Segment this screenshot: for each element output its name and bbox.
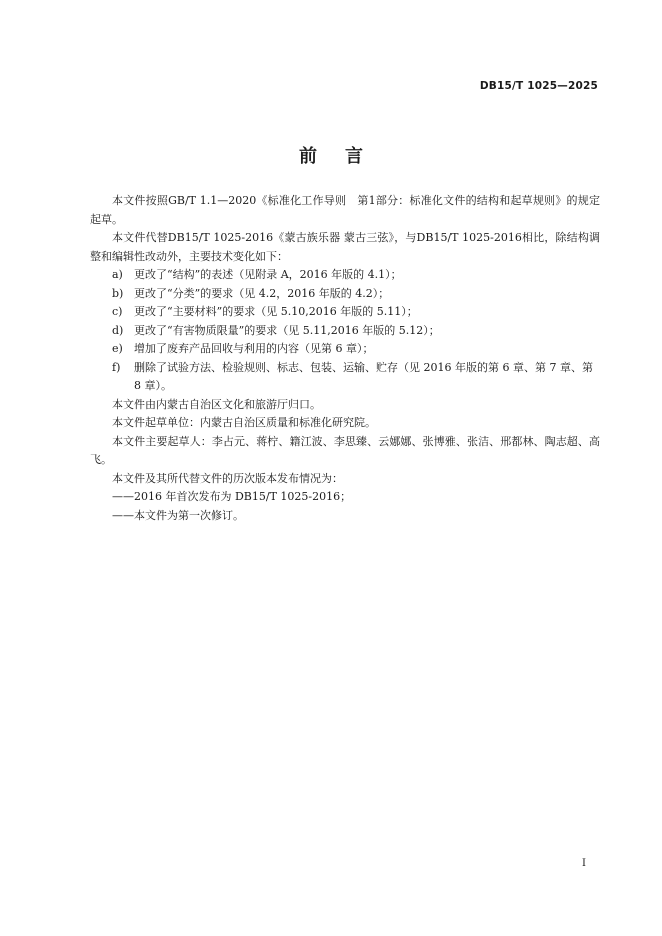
foreword-body <box>90 192 600 525</box>
paragraph-replacement-note: 本文件代替DB15/T 1025-2016《蒙古族乐器 蒙古三弦》，与DB15/T 1025-2016相比，除结构调整和编辑性改动外，主要技术变化如下： <box>90 231 600 263</box>
list-item-text: 增加了废弃产品回收与利用的内容（见第 6 章）； <box>134 342 374 355</box>
paragraph-version-history: 本文件及其所代替文件的历次版本发布情况为： <box>112 471 343 485</box>
paragraph-drafting-basis: 本文件按照GB/T 1.1—2020《标准化工作导则 第1部分：标准化文件的结构和起草规则》的规定起草。 <box>90 194 600 226</box>
list-marker: a) <box>112 268 123 281</box>
page-title: 前言 <box>299 146 391 167</box>
page-number: I <box>582 858 586 869</box>
list-item-text: 更改了“有害物质限量”的要求（见 5.11,2016 年版的 5.12）； <box>134 323 440 337</box>
list-marker: c) <box>112 305 123 318</box>
history-item: ——2016 年首次发布为 DB15/T 1025-2016； <box>112 490 352 503</box>
list-marker: d) <box>112 323 124 337</box>
paragraph-drafters: 本文件主要起草人：李占元、蒋柠、籍江波、李思臻、云娜娜、张博雅、张洁、邢都林、陶志超、高飞。 <box>90 434 600 466</box>
list-item <box>90 359 600 396</box>
history-item: ——本文件为第一次修订。 <box>112 508 244 522</box>
list-item-text: 更改了“主要材料”的要求（见 5.10,2016 年版的 5.11）； <box>134 305 418 318</box>
list-item <box>90 322 600 341</box>
list-marker: f) <box>112 360 121 374</box>
paragraph-drafting-unit: 本文件起草单位：内蒙古自治区质量和标准化研究院。 <box>112 416 376 429</box>
list-marker: e) <box>112 342 123 355</box>
list-item <box>90 285 600 304</box>
list-item-text: 删除了试验方法、检验规则、标志、包装、运输、贮存（见 2016 年版的第 6 章、第 7 章、第 8 章）。 <box>134 360 593 392</box>
paragraph-responsible-dept: 本文件由内蒙古自治区文化和旅游厅归口。 <box>112 397 321 411</box>
list-item-text: 更改了“结构”的表述（见附录 A，2016 年版的 4.1）； <box>134 268 402 281</box>
list-item <box>90 266 600 285</box>
list-item <box>90 303 600 322</box>
list-item <box>90 340 600 359</box>
list-item-text: 更改了“分类”的要求（见 4.2，2016 年版的 4.2）； <box>134 286 390 300</box>
list-marker: b) <box>112 286 124 300</box>
document-code: DB15/T 1025—2025 <box>479 80 598 92</box>
